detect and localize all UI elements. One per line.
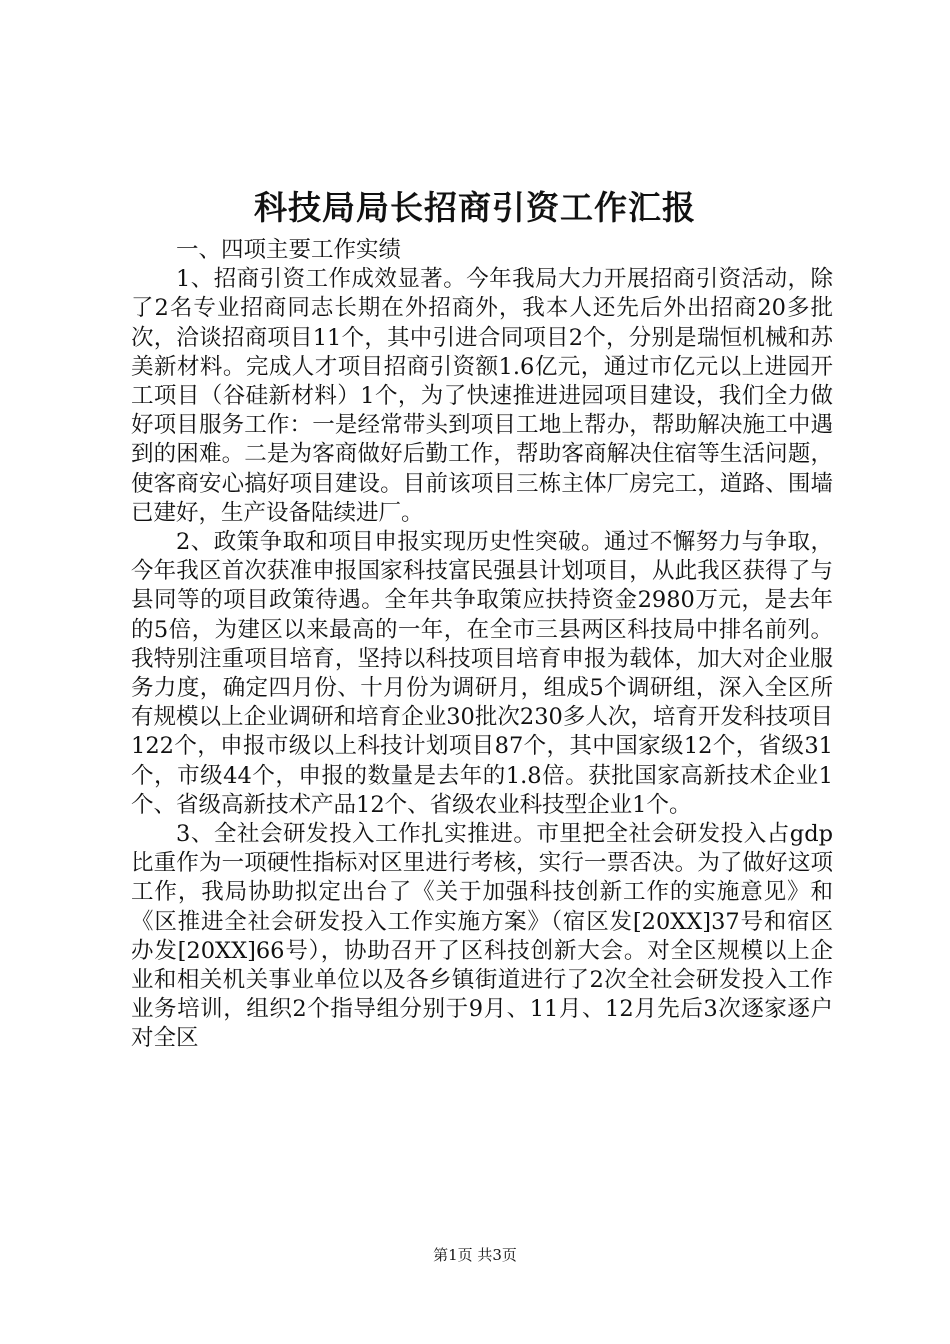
paragraph-investment: 1、招商引资工作成效显著。今年我局大力开展招商引资活动，除了2名专业招商同志长期在外招商外，我本人还先后外出招商20多批次，洽谈招商项目11个，其中引进合同项目2个，分别是瑞恒机械和苏美新材料。完成人才项目招商引资额1.6亿元，通过市亿元以上进园开工项目（谷硅新材料）1个，为了快速推进进园项目建设，我们全力做好项目服务工作：一是经常带头到项目工地上帮办，帮助解决施工中遇到的困难。二是为客商做好后勤工作，帮助客商解决住宿等生活问题，使客商安心搞好项目建设。目前该项目三栋主体厂房完工，道路、围墙已建好，生产设备陆续进厂。 [131, 266, 833, 526]
document-title: 科技局局长招商引资工作汇报 [254, 188, 696, 227]
page-footer: 第1页 共3页 [433, 1246, 517, 1264]
paragraph-rd-investment: 3、全社会研发投入工作扎实推进。市里把全社会研发投入占gdp比重作为一项硬性指标对区里进行考核，实行一票否决。为了做好这项工作，我局协助拟定出台了《关于加强科技创新工作的实施意见》和《区推进全社会研发投入工作实施方案》（宿区发[20XX]37号和宿区办发[20XX]66号），协助召开了区科技创新大会。对全区规模以上企业和相关机关事业单位以及各乡镇街道进行了2次全社会研发投入工作业务培训，组织2个指导组分别于9月、11月、12月先后3次逐家逐户对全区 [131, 821, 833, 1052]
section-heading: 一、四项主要工作实绩 [176, 237, 402, 263]
paragraph-policy-projects: 2、政策争取和项目申报实现历史性突破。通过不懈努力与争取，今年我区首次获准申报国家科技富民强县计划项目，从此我区获得了与县同等的项目政策待遇。全年共争取策应扶持资金2980万元，是去年的5倍，为建区以来最高的一年，在全市三县两区科技局中排名前列。我特别注重项目培育，坚持以科技项目培育申报为载体，加大对企业服务力度，确定四月份、十月份为调研月，组成5个调研组，深入全区所有规模以上企业调研和培育企业30批次230多人次，培育开发科技项目122个，申报市级以上科技计划项目87个，其中国家级12个，省级31个，市级44个，申报的数量是去年的1.8倍。获批国家高新技术企业1个、省级高新技术产品12个、省级农业科技型企业1个。 [131, 529, 833, 818]
document-body [131, 236, 833, 1054]
